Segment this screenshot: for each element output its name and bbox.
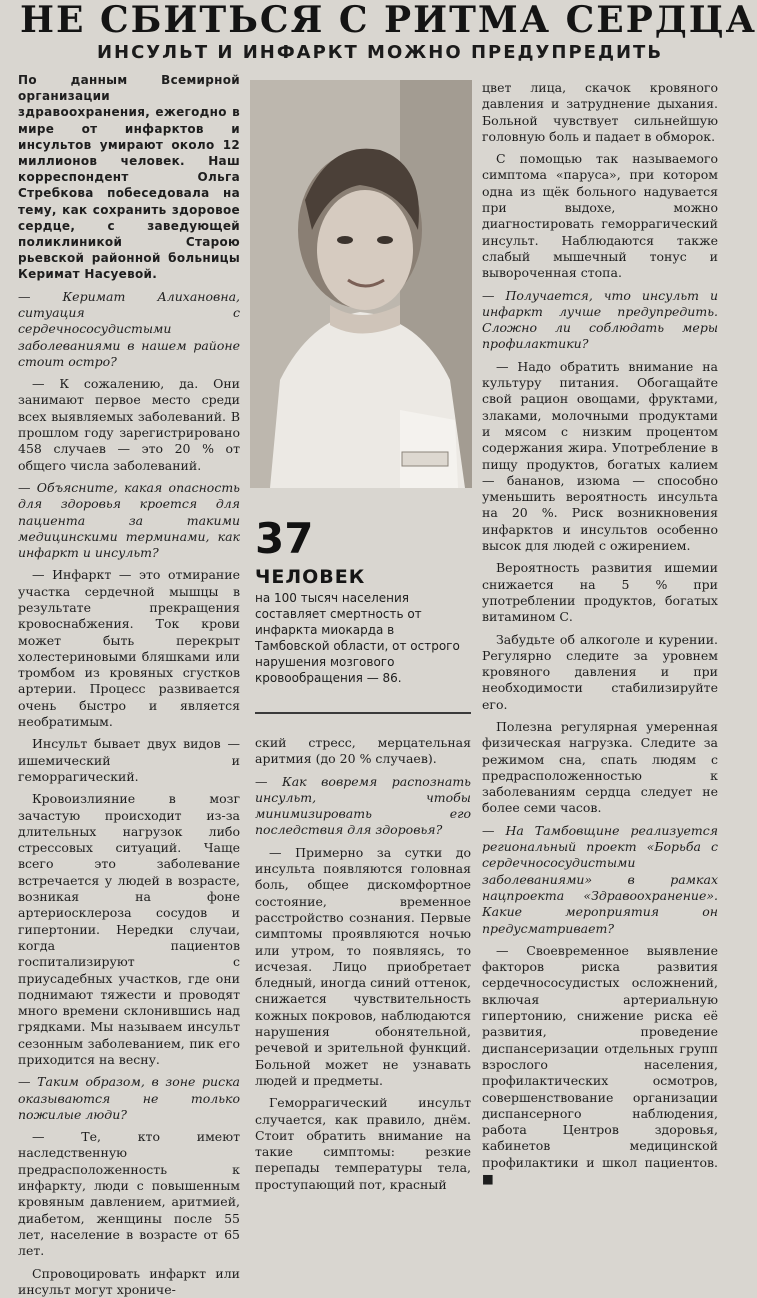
col1-paragraph: — Объясните, какая опасность для здоровья кроется для пациента за такими медицинскими терминами, как инфаркт и инсульт? bbox=[18, 479, 240, 561]
stat-unit: ЧЕЛОВЕК bbox=[255, 566, 366, 588]
column-2 bbox=[255, 735, 471, 1200]
stat-number: 37 bbox=[255, 514, 314, 563]
col2-paragraph: — Примерно за сутки до инсульта появляются головная боль, общее дискомфортное состояние, временное расстройство сознания. Первые симптомы проявляются ночью или утром, то появляясь, то исчезая. Лицо приобретает бледный, иногда синий оттенок, снижается чувствительность кожных покровов, наблюдаются нарушения обонятельной, речевой и зрительной функций. Больной может не узнавать людей и предметы. bbox=[255, 844, 471, 1088]
col1-paragraph: Кровоизлияние в мозг зачастую происходит из-за длительных нагрузок либо стрессовых ситуаций. Чаще всего это заболевание встречается у людей в возрасте, возникая на фоне артериосклероза сосудов и гипертонии. Нередки случаи, когда пациентов госпитализируют с приусадебных участков, где они поднимают тяжести и проводят много времени склонившись над грядками. Мы называем инсульт сезонным заболеванием, пик его приходится на весну. bbox=[18, 791, 240, 1067]
col3-paragraph: Забудьте об алкоголе и курении. Регулярно следите за уровнем кровяного давления и при необходимости стабилизируйте его. bbox=[482, 631, 718, 712]
col3-paragraph: — Надо обратить внимание на культуру питания. Обогащайте свой рацион овощами, фруктами, злаками, молочными продуктами и мясом с низким процентом содержания жира. Употребление в пищу продуктов, богатых калием — бананов, изюма — способно уменьшить вероятность инсульта на 20 %. Риск возникновения инфарктов и инсультов особенно высок для людей с ожирением. bbox=[482, 358, 718, 554]
col1-paragraph: — Таким образом, в зоне риска оказываются не только пожилые люди? bbox=[18, 1074, 240, 1122]
col1-paragraph: Спровоцировать инфаркт или инсульт могут хрониче- bbox=[18, 1265, 240, 1297]
col1-paragraph: — Инфаркт — это отмирание участка сердечной мышцы в результате прекращения кровоснабжения. Ток крови может быть перекрыт холестериновыми бляшками или тромбом из кровяных сгустков артерии. Процесс развивается очень быстро и является необратимым. bbox=[18, 567, 240, 730]
col1-paragraph: — Те, кто имеют наследственную предрасположенность к инфаркту, люди с повышенным кровяным давлением, аритмией, диабетом, женщины после 55 лет, население в возрасте от 65 лет. bbox=[18, 1129, 240, 1259]
col1-paragraph: — К сожалению, да. Они занимают первое место среди всех выявляемых заболеваний. В прошлом году зарегистрировано 458 случаев — это 20 % от общего числа заболеваний. bbox=[18, 376, 240, 473]
col3-paragraph: Вероятность развития ишемии снижается на 5 % при употреблении продуктов, богатых витамином С. bbox=[482, 560, 718, 625]
col3-paragraph: — Своевременное выявление факторов риска развития сердечнососудистых осложнений, включая артериальную гипертонию, снижение риска её развития, проведение диспансеризации отдельных групп взрослого населения, профилактических осмотров, совершенствование организации диспансерного наблюдения, работа Центров здоровья, кабинетов медицинской профилактики и школ пациентов. ■ bbox=[482, 942, 718, 1186]
col2-paragraph: Геморрагический инсульт случается, как правило, днём. Стоит обратить внимание на такие симптомы: резкие перепады температуры тела, проступающий пот, красный bbox=[255, 1095, 471, 1192]
col3-paragraph: С помощью так называемого симптома «паруса», при котором одна из щёк больного надувается при выдохе, можно диагностировать геморрагический инсульт. Наблюдаются также слабый мышечный тонус и вывороченная стопа. bbox=[482, 151, 718, 281]
col3-paragraph: Полезна регулярная умеренная физическая нагрузка. Следите за режимом сна, спать людям с предрасположенностью к заболеваниям сердца следует не более семи часов. bbox=[482, 718, 718, 816]
col1-paragraph: Инсульт бывает двух видов — ишемический и геморрагический. bbox=[18, 736, 240, 784]
col2-paragraph: — Как вовремя распознать инсульт, чтобы минимизировать его последствия для здоровья? bbox=[255, 773, 471, 838]
stat-description: на 100 тысяч населения составляет смертность от инфаркта миокарда в Тамбовской области, от острого нарушения мозгового кровообращения — 86. bbox=[255, 591, 460, 685]
article-lead: По данным Всемирной организации здравоохранения, ежегодно в мире от инфарктов и инсультов умирают около 12 миллионов человек. Наш корреспондент Ольга Стребкова побеседовала на тему, как сохранить здоровое сердце, с заведующей поликлиникой Старою рьевской районной больницы Керимат Насуевой. bbox=[18, 73, 240, 282]
col1-paragraph: — Керимат Алихановна, ситуация с сердечнососудистыми заболеваниями в нашем районе стоит остро? bbox=[18, 288, 240, 369]
portrait-photo bbox=[250, 80, 472, 488]
col3-paragraph: — На Тамбовщине реализуется региональный проект «Борьба с сердечнососудистыми заболеваниями» в рамках нацпроекта «Здравоохранение». Какие мероприятия он предусматривает? bbox=[482, 822, 718, 936]
column-1 bbox=[18, 72, 240, 1297]
article-headline: НЕ СБИТЬСЯ С РИТМА СЕРДЦА bbox=[20, 0, 757, 41]
portrait-illustration bbox=[250, 80, 472, 488]
divider bbox=[255, 712, 471, 714]
article-subheadline: ИНСУЛЬТ И ИНФАРКТ МОЖНО ПРЕДУПРЕДИТЬ bbox=[96, 42, 664, 63]
col3-paragraph: — Получается, что инсульт и инфаркт лучше предупредить. Сложно ли соблюдать меры профилактики? bbox=[482, 287, 718, 352]
col3-paragraph: цвет лица, скачок кровяного давления и затруднение дыхания. Больной чувствует сильнейшую головную боль и падает в обморок. bbox=[482, 80, 718, 144]
col2-paragraph: ский стресс, мерцательная аритмия (до 20 % случаев). bbox=[255, 735, 471, 767]
column-3 bbox=[482, 80, 718, 1200]
